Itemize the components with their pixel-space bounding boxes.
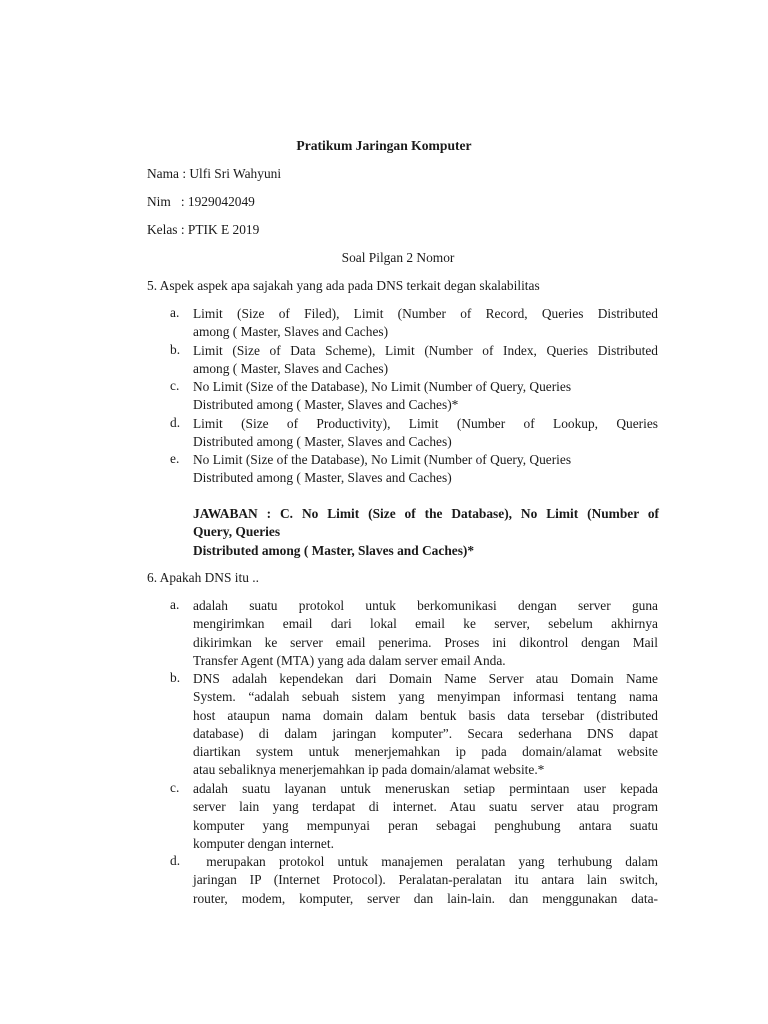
answer-line: Distributed among ( Master, Slaves and Caches)*: [193, 542, 475, 558]
option-text: diartikan system untuk menerjemahkan ip pada domain/alamat website: [193, 744, 658, 760]
option-text: adalah suatu layanan untuk meneruskan setiap permintaan user kepada: [193, 781, 658, 796]
section-subtitle: Soal Pilgan 2 Nomor: [341, 250, 455, 265]
option-marker: c.: [170, 378, 180, 393]
student-nim: Nim : 1929042049: [147, 194, 255, 209]
option-text: merupakan protokol untuk manajemen peralatan yang terhubung dalam: [193, 854, 658, 869]
option-text: server lain yang terdapat di internet. Atau suatu server atau program: [193, 799, 658, 815]
answer-line: Query, Queries: [193, 524, 281, 540]
option-text: Distributed among ( Master, Slaves and Caches): [193, 470, 452, 486]
option-marker: b.: [170, 670, 181, 685]
option-marker: e.: [170, 451, 180, 466]
option-text: database) di dalam jaringan komputer”. Secara sederhana DNS dapat: [193, 725, 658, 741]
option-marker: a.: [170, 305, 180, 320]
option-text: among ( Master, Slaves and Caches): [193, 361, 389, 377]
option-text: Limit (Size of Filed), Limit (Number of Record, Queries Distributed: [193, 306, 658, 321]
document-title: Pratikum Jaringan Komputer: [296, 138, 472, 153]
option-text: mengirimkan email dari lokal email ke server, sebelum akhirnya: [193, 616, 658, 632]
option-text: router, modem, komputer, server dan lain-lain. dan menggunakan data-: [193, 890, 658, 906]
option-text: System. “adalah sebuah sistem yang menyimpan informasi tentang nama: [193, 689, 658, 705]
option-text: No Limit (Size of the Database), No Limit (Number of Query, Queries: [193, 379, 572, 394]
option-text: No Limit (Size of the Database), No Limit (Number of Query, Queries: [193, 452, 572, 467]
option-text: adalah suatu protokol untuk berkomunikasi dengan server guna: [193, 598, 658, 613]
option-text: among ( Master, Slaves and Caches): [193, 324, 389, 340]
option-marker: a.: [170, 597, 180, 612]
option-text: komputer dengan internet.: [193, 835, 334, 851]
option-text: komputer yang mempunyai peran sebagai penghubung antara suatu: [193, 817, 658, 833]
question-6: 6. Apakah DNS itu ..: [147, 570, 259, 585]
option-text: atau sebaliknya menerjemahkan ip pada domain/alamat website.*: [193, 762, 545, 778]
option-text: Limit (Size of Productivity), Limit (Number of Lookup, Queries: [193, 416, 658, 431]
q5-answer: [193, 505, 659, 560]
option-text: Limit (Size of Data Scheme), Limit (Number of Index, Queries Distributed: [193, 343, 658, 358]
option-marker: d.: [170, 415, 181, 430]
option-text: DNS adalah kependekan dari Domain Name Server atau Domain Name: [193, 671, 658, 686]
option-marker: b.: [170, 342, 181, 357]
option-text: dikirimkan ke server email penerima. Proses ini dikontrol dengan Mail: [193, 634, 658, 650]
option-text: Distributed among ( Master, Slaves and Caches)*: [193, 397, 459, 413]
student-class: Kelas : PTIK E 2019: [147, 222, 260, 237]
option-text: host ataupun nama domain dalam bentuk basis data tersebar (distributed: [193, 707, 658, 723]
student-name: Nama : Ulfi Sri Wahyuni: [147, 166, 282, 181]
question-5: 5. Aspek aspek apa sajakah yang ada pada DNS terkait degan skalabilitas: [147, 278, 540, 293]
option-marker: c.: [170, 780, 180, 795]
option-text: Distributed among ( Master, Slaves and Caches): [193, 434, 452, 450]
answer-line: JAWABAN : C. No Limit (Size of the Database), No Limit (Number of: [193, 506, 659, 521]
option-text: Transfer Agent (MTA) yang ada dalam server email Anda.: [193, 652, 506, 668]
option-marker: d.: [170, 853, 181, 868]
option-text: jaringan IP (Internet Protocol). Peralatan-peralatan itu antara lain switch,: [193, 872, 658, 888]
